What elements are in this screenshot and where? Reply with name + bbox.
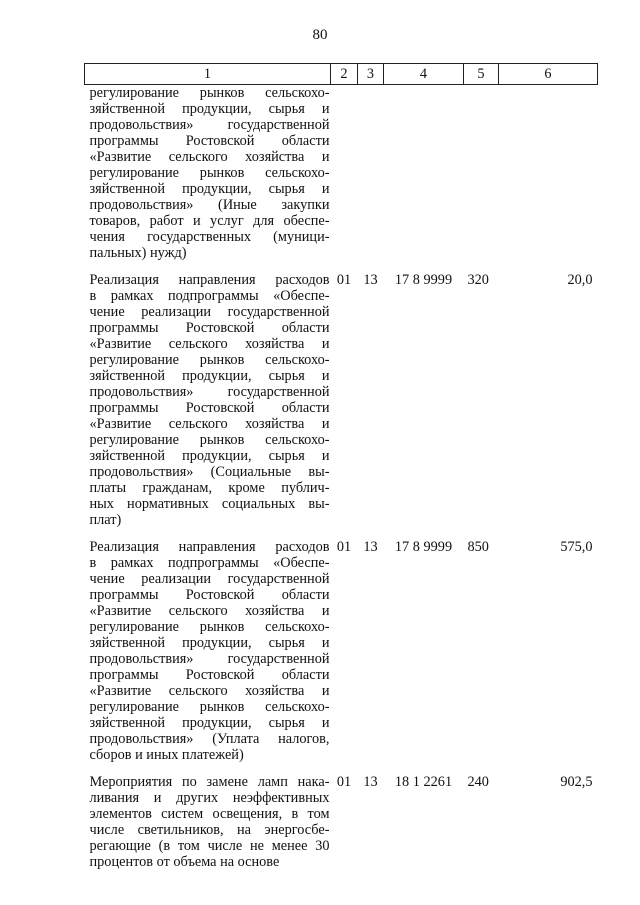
table-row — [85, 539, 598, 774]
description-line: «Развитие сельского хозяйства и — [89, 416, 330, 432]
description-line: зяйственной продукции, сырья и — [89, 181, 330, 197]
description-line: чение реализации государственной — [89, 304, 330, 320]
description-line: чения государственных (муници- — [89, 229, 330, 245]
description-line: Мероприятия по замене ламп нака- — [89, 774, 330, 790]
description-line: продовольствия» государственной — [89, 384, 330, 400]
description-line: регулирование рынков сельскохо- — [89, 165, 330, 181]
page-number: 80 — [312, 27, 328, 43]
description-line: зяйственной продукции, сырья и — [89, 368, 330, 384]
description-line: сборов и иных платежей) — [89, 747, 244, 763]
description-line: ливания и других неэффективных — [89, 790, 330, 806]
amount-value: 20,0 — [567, 272, 593, 288]
expense-type-code: 850 — [467, 539, 489, 555]
description-line: «Развитие сельского хозяйства и — [89, 149, 330, 165]
expense-type-code — [464, 85, 499, 273]
description-line: продовольствия» государственной — [89, 651, 330, 667]
table-row — [85, 85, 598, 273]
subsection-code: 13 — [363, 539, 378, 555]
description-line: продовольствия» (Иные закупки — [89, 197, 330, 213]
description-line: элементов систем освещения, в том — [89, 806, 330, 822]
description-line: платы гражданам, кроме публич- — [89, 480, 330, 496]
description-line: зяйственной продукции, сырья и — [89, 448, 330, 464]
description-line: Реализация направления расходов — [89, 539, 330, 555]
description-line: ных нормативных социальных вы- — [89, 496, 330, 512]
description-line: продовольствия» (Уплата налогов, — [89, 731, 330, 747]
description-line: процентов от объема на основе — [89, 854, 280, 870]
description-line: программы Ростовской области — [89, 400, 330, 416]
description-line: товаров, работ и услуг для обеспе- — [89, 213, 330, 229]
description-line: пальных) нужд) — [89, 245, 187, 261]
description-line: регулирование рынков сельскохо- — [89, 85, 330, 101]
description-line: зяйственной продукции, сырья и — [89, 101, 330, 117]
subsection-code — [358, 85, 384, 273]
row-description — [85, 539, 331, 774]
description-line: продовольствия» (Социальные вы- — [89, 464, 330, 480]
table-body — [85, 85, 598, 882]
description-line: плат) — [89, 512, 122, 528]
description-line: программы Ростовской области — [89, 320, 330, 336]
target-article-code: 17 8 9999 — [394, 539, 453, 555]
description-line: в рамках подпрограммы «Обеспе- — [89, 288, 330, 304]
amount-value — [499, 85, 598, 273]
expense-type-code: 320 — [467, 272, 489, 288]
target-article-code — [384, 85, 464, 273]
description-line: регулирование рынков сельскохо- — [89, 432, 330, 448]
subsection-code: 13 — [363, 774, 378, 790]
description-line: зяйственной продукции, сырья и — [89, 635, 330, 651]
subsection-code: 13 — [363, 272, 378, 288]
description-line: «Развитие сельского хозяйства и — [89, 683, 330, 699]
description-line: программы Ростовской области — [89, 667, 330, 683]
table-row — [85, 272, 598, 539]
header-col-6: 6 — [499, 64, 598, 85]
table-row — [85, 774, 598, 881]
description-line: регулирование рынков сельскохо- — [89, 352, 330, 368]
section-code: 01 — [336, 774, 352, 790]
header-col-5: 5 — [464, 64, 499, 85]
description-line: «Развитие сельского хозяйства и — [89, 603, 330, 619]
target-article-code: 18 1 2261 — [394, 774, 453, 790]
budget-table — [84, 63, 598, 881]
description-line: числе светильников, на энергосбе- — [89, 822, 330, 838]
section-code — [331, 85, 358, 273]
section-code: 01 — [336, 539, 352, 555]
header-col-4: 4 — [384, 64, 464, 85]
section-code: 01 — [336, 272, 352, 288]
description-line: в рамках подпрограммы «Обеспе- — [89, 555, 330, 571]
header-col-1: 1 — [85, 64, 331, 85]
description-line: программы Ростовской области — [89, 133, 330, 149]
row-description — [85, 272, 331, 539]
description-line: Реализация направления расходов — [89, 272, 330, 288]
amount-value: 902,5 — [560, 774, 593, 790]
expense-type-code: 240 — [467, 774, 489, 790]
description-line: регулирование рынков сельскохо- — [89, 699, 330, 715]
header-col-3: 3 — [358, 64, 384, 85]
description-line: программы Ростовской области — [89, 587, 330, 603]
description-line: чение реализации государственной — [89, 571, 330, 587]
description-line: «Развитие сельского хозяйства и — [89, 336, 330, 352]
header-col-2: 2 — [331, 64, 358, 85]
description-line: продовольствия» государственной — [89, 117, 330, 133]
amount-value: 575,0 — [560, 539, 593, 555]
description-line: регающие (в том числе не менее 30 — [89, 838, 330, 854]
table-header-row — [85, 64, 598, 85]
row-description — [85, 774, 331, 881]
description-line: зяйственной продукции, сырья и — [89, 715, 330, 731]
row-description — [85, 85, 331, 273]
description-line: регулирование рынков сельскохо- — [89, 619, 330, 635]
target-article-code: 17 8 9999 — [394, 272, 453, 288]
